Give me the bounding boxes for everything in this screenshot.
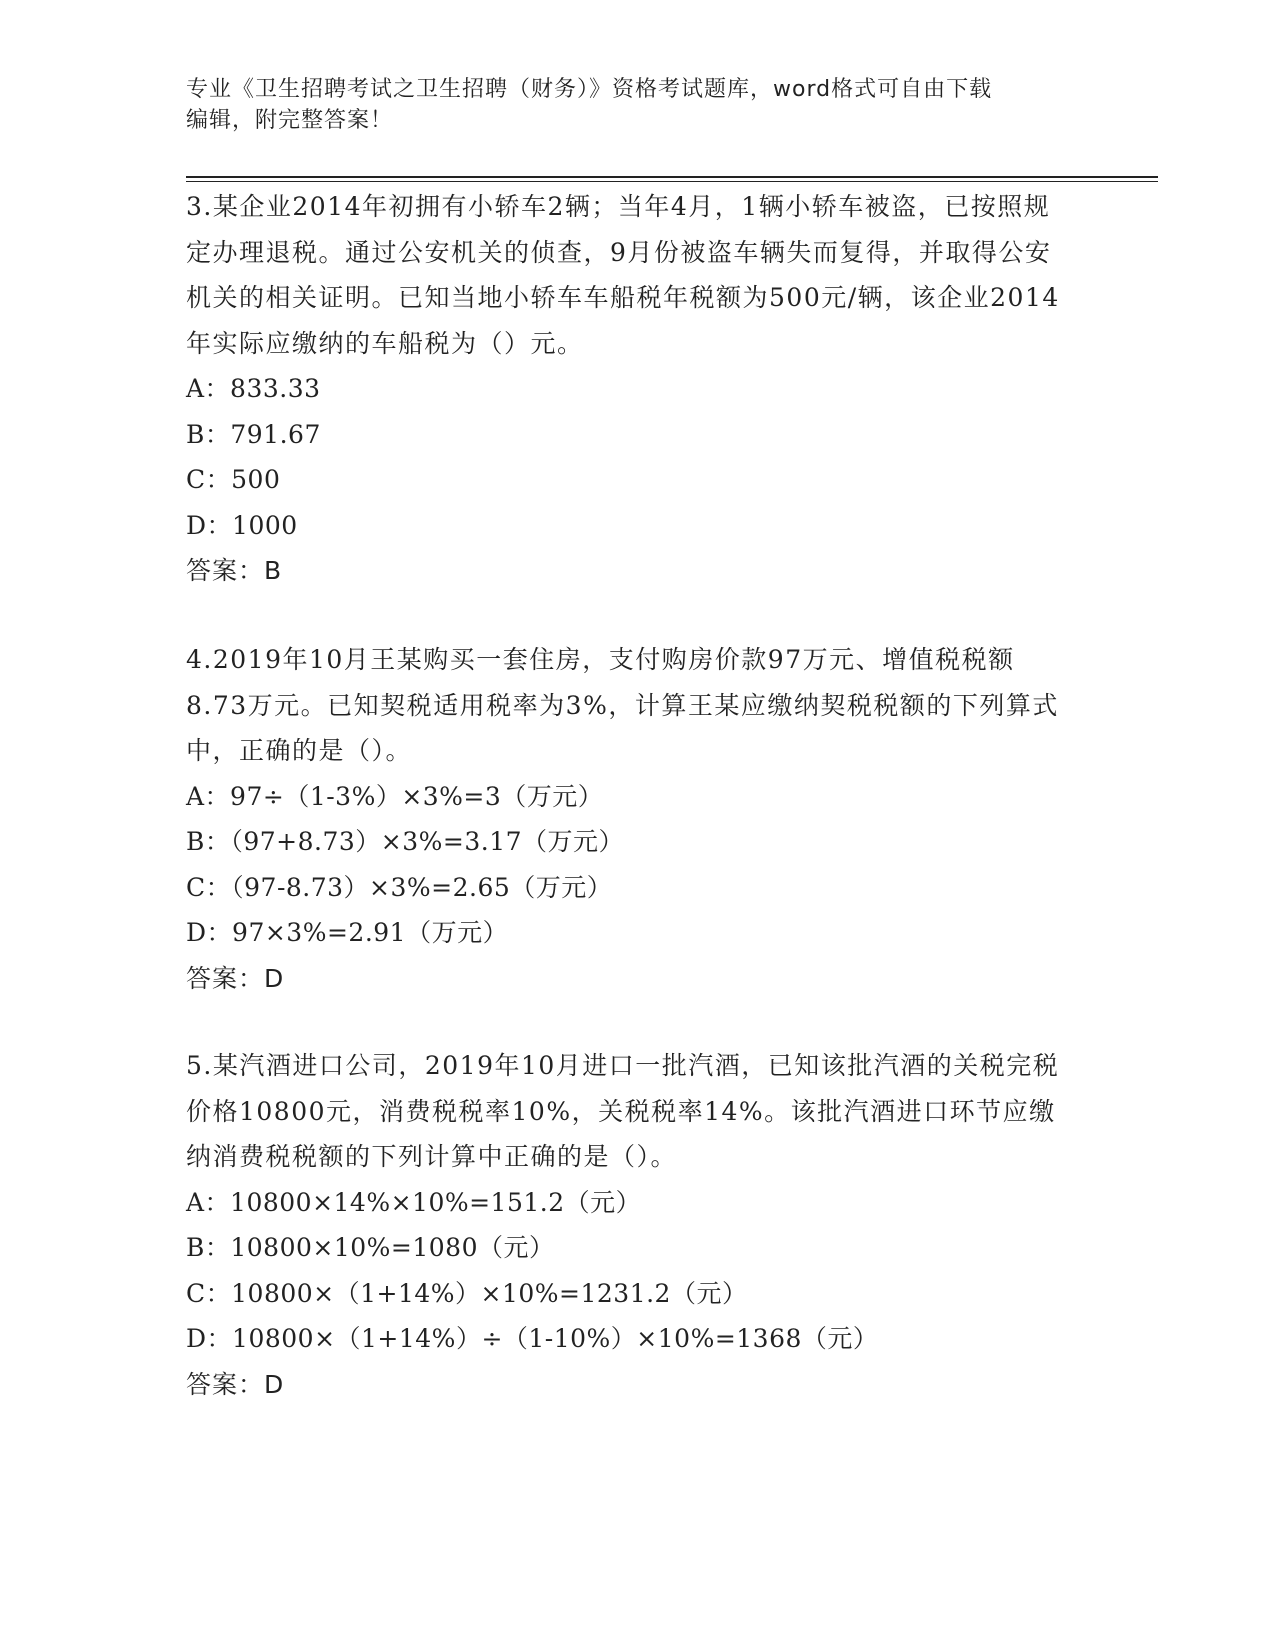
answer-label: 答案：D <box>186 1369 285 1399</box>
answer-label: 答案：D <box>186 963 285 993</box>
header-divider-thin <box>186 181 1158 182</box>
option-d: D：97×3%=2.91（万元） <box>186 918 509 947</box>
question-5 <box>186 1043 1076 1407</box>
header-line-1: 专业《卫生招聘考试之卫生招聘（财务）》资格考试题库，word格式可自由下载 <box>186 77 993 102</box>
option-b: B：791.67 <box>186 419 321 449</box>
option-b: B：10800×10%=1080（元） <box>186 1233 555 1262</box>
option-c: C：（97-8.73）×3%=2.65（万元） <box>186 872 613 902</box>
option-c: C：10800×（1+14%）×10%=1231.2（元） <box>186 1278 748 1308</box>
question-3 <box>186 184 1076 594</box>
question-4 <box>186 637 1076 1001</box>
question-stem: 3.某企业2014年初拥有小轿车2辆；当年4月，1辆小轿车被盗，已按照规定办理退税。通过公安机关的侦查，9月份被盗车辆失而复得，并取得公安机关的相关证明。已知当地小轿车车船税年税额为500元/辆，该企业2014年实际应缴纳的车船税为（）元。 <box>186 192 1060 358</box>
option-a: A：833.33 <box>186 374 321 403</box>
option-a: A：10800×14%×10%=151.2（元） <box>186 1187 642 1217</box>
answer-label: 答案：B <box>186 556 283 585</box>
option-d: D：10800×（1+14%）÷（1-10%）×10%=1368（元） <box>186 1324 879 1353</box>
document-header <box>186 74 1086 136</box>
question-stem: 4.2019年10月王某购买一套住房，支付购房价款97万元、增值税税额8.73万元。已知契税适用税率为3%，计算王某应缴纳契税税额的下列算式中，正确的是（）。 <box>186 645 1059 765</box>
option-d: D：1000 <box>186 510 298 540</box>
question-stem: 5.某汽酒进口公司，2019年10月进口一批汽酒，已知该批汽酒的关税完税价格10800元，消费税税率10%，关税税率14%。该批汽酒进口环节应缴纳消费税税额的下列计算中正确的是（）。 <box>186 1051 1060 1171</box>
header-line-2: 编辑，附完整答案！ <box>186 108 394 133</box>
header-divider-thick <box>186 176 1158 178</box>
option-c: C：500 <box>186 465 281 494</box>
option-a: A：97÷（1-3%）×3%=3（万元） <box>186 781 604 811</box>
option-b: B：（97+8.73）×3%=3.17（万元） <box>186 827 625 856</box>
